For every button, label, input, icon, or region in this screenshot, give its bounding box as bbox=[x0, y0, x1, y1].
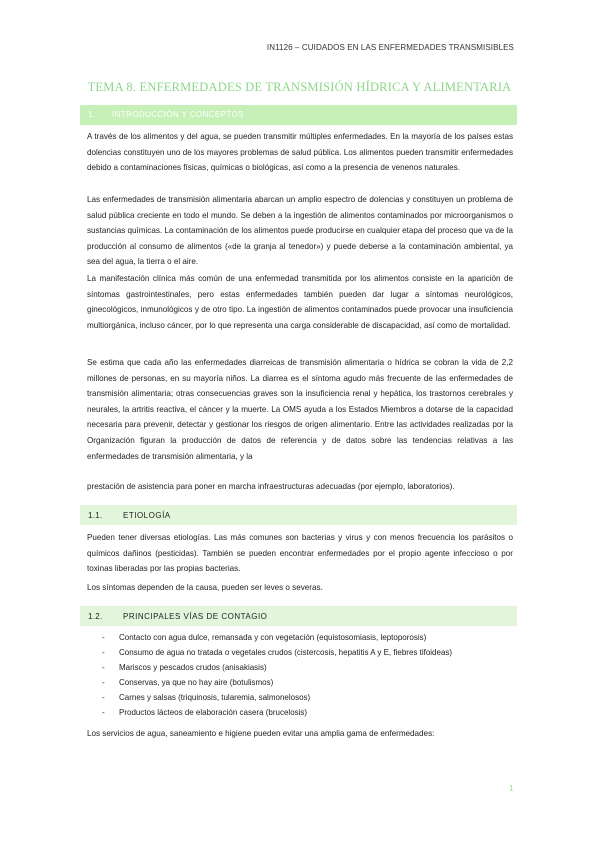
paragraph-intro: A través de los alimentos y del agua, se pueden transmitir múltiples enfermedades. En la mayoría de los países estas dolencias constituyen uno de los mayores problemas de salud pública. Los alimentos pueden transmitir enfermedades debido a contaminaciones físicas, químicas o biológicas, así como a la presencia de venenos naturales. bbox=[87, 132, 513, 173]
contagion-routes-list bbox=[102, 630, 452, 720]
list-item: - Conservas, ya que no hay aire (botulismos) bbox=[102, 678, 274, 687]
list-item: - Consumo de agua no tratada o vegetales crudos (cistercosis, hepatitis A y E, fiebres tifoideas) bbox=[102, 648, 453, 657]
list-item: - Contacto con agua dulce, remansada y con vegetación (equistosomiasis, leptoporosis) bbox=[102, 633, 427, 642]
paragraph-asistencia: prestación de asistencia para poner en marcha infraestructuras adecuadas (por ejemplo, laboratorios). bbox=[87, 482, 455, 491]
paragraph-transmision-alimentaria: Las enfermedades de transmisión alimentaria abarcan un amplio espectro de dolencias y constituyen un problema de salud pública creciente en todo el mundo. Se deben a la ingestión de alimentos contaminados por microorganismos o sustancias químicas. La contaminación de los alimentos puede producirse en cualquier etapa del proceso que va de la producción al consumo de alimentos («de la granja al tenedor») y puede deberse a la contaminación ambiental, ya sea del agua, la tierra o el aire. bbox=[87, 195, 513, 267]
list-item: - Productos lácteos de elaboración casera (brucelosis) bbox=[102, 708, 308, 717]
paragraph-manifestacion-clinica: La manifestación clínica más común de una enfermedad transmitida por los alimentos consiste en la aparición de síntomas gastrointestinales, pero estas enfermedades también pueden dar lugar a síntomas neurológicos, ginecológicos, inmunológicos y de otro tipo. La ingestión de alimentos contaminados puede provocar una insuficiencia multiorgánica, incluso cáncer, por lo que representa una carga considerable de discapacidad, así como de mortalidad. bbox=[87, 274, 513, 330]
section-heading-introduccion bbox=[80, 105, 517, 125]
section-label: PRINCIPALES VÍAS DE CONTAGIO bbox=[123, 612, 268, 621]
paragraph-estadisticas-oms: Se estima que cada año las enfermedades diarreicas de transmisión alimentaria o hídrica se cobran la vida de 2,2 millones de personas, en su mayoría niños. La diarrea es el síntoma agudo más frecuente de las enfermedades de transmisión alimentaria; otras consecuencias graves son la insuficiencia renal y hepática, los trastornos cerebrales y neurales, la artritis reactiva, el cáncer y la muerte. La OMS ayuda a los Estados Miembros a dotarse de la capacidad necesaria para prevenir, detectar y gestionar los riesgos de origen alimentario. Entre las actividades realizadas por la Organización figuran la producción de datos de referencia y de datos sobre las tendencias relativas a las enfermedades de transmisión alimentaria, y la bbox=[87, 358, 513, 461]
section-heading-vias-contagio bbox=[80, 606, 517, 626]
page-number: 1 bbox=[509, 784, 514, 793]
section-label: ETIOLOGÍA bbox=[123, 511, 171, 520]
section-label: INTRODUCCIÓN Y CONCEPTOS bbox=[112, 110, 244, 119]
page-title: TEMA 8. ENFERMEDADES DE TRANSMISIÓN HÍDRICA Y ALIMENTARIA bbox=[87, 80, 512, 94]
list-item: - Mariscos y pescados crudos (anisakiasis) bbox=[102, 663, 267, 672]
paragraph-etiologia: Pueden tener diversas etiologías. Las más comunes son bacterias y virus y con menos frecuencia los parásitos o químicos dañinos (pesticidas). También se pueden encontrar enfermedades por el propio agente infeccioso o por toxinas liberadas por las propias bacterias. bbox=[87, 533, 513, 574]
running-header: IN1126 – CUIDADOS EN LAS ENFERMEDADES TRANSMISIBLES bbox=[266, 43, 514, 52]
list-item: - Carnes y salsas (triquinosis, tularemia, salmonelosos) bbox=[102, 693, 311, 702]
section-number: 1.1. bbox=[88, 511, 103, 520]
section-number: 1.2. bbox=[88, 612, 103, 621]
paragraph-servicios-agua: Los servicios de agua, saneamiento e higiene pueden evitar una amplia gama de enfermedades: bbox=[87, 729, 435, 738]
section-heading-etiologia bbox=[80, 505, 517, 525]
section-number: 1. bbox=[88, 110, 95, 119]
paragraph-sintomas: Los síntomas dependen de la causa, pueden ser leves o severas. bbox=[87, 583, 323, 592]
